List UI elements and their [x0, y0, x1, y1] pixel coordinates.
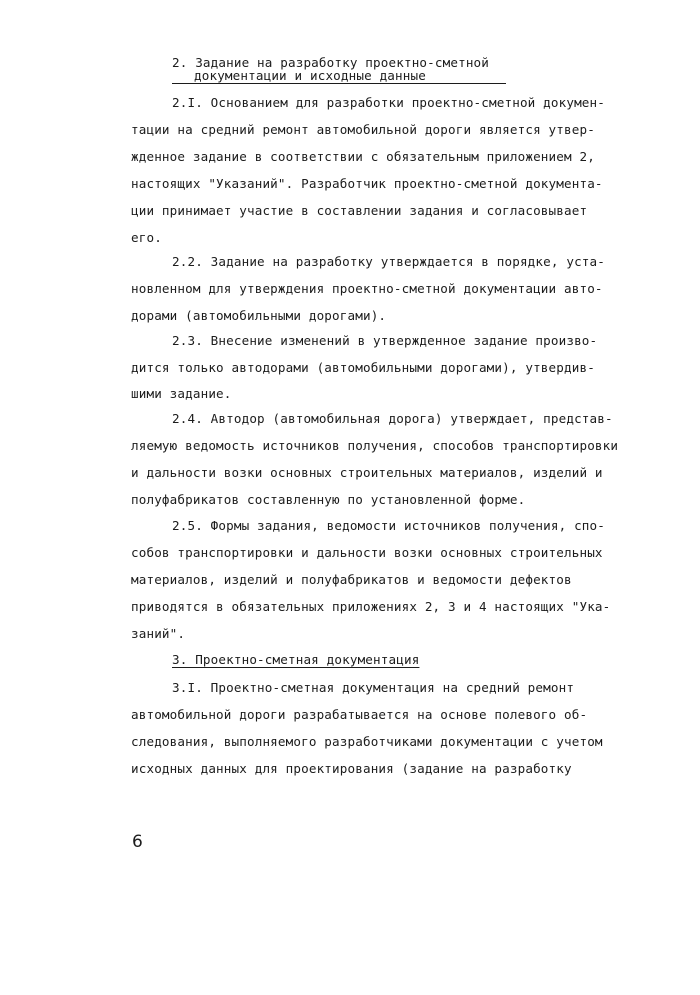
- section-2-title-underline: [172, 83, 506, 84]
- paragraph-3-1-line: следования, выполняемого разработчиками документации с учетом: [131, 734, 603, 749]
- paragraph-2-1-line: его.: [131, 230, 162, 245]
- paragraph-3-1-line: автомобильной дороги разрабатывается на основе полевого об-: [131, 707, 588, 722]
- paragraph-2-4-line: полуфабрикатов составленную по установленной форме.: [131, 492, 526, 507]
- paragraph-2-3-line: дится только автодорами (автомобильными дорогами), утвердив-: [131, 360, 595, 375]
- page-number: 6: [132, 832, 143, 852]
- paragraph-2-4-line: и дальности возки основных строительных материалов, изделий и: [131, 465, 603, 480]
- section-2-title-line-1: 2. Задание на разработку проектно-сметной: [172, 55, 490, 70]
- paragraph-2-5-line: собов транспортировки и дальности возки основных строительных: [131, 545, 603, 560]
- paragraph-2-3-line: 2.3. Внесение изменений в утвержденное задание произво-: [172, 333, 598, 348]
- paragraph-2-2-line: дорами (автомобильными дорогами).: [131, 308, 387, 323]
- paragraph-2-4-line: 2.4. Автодор (автомобильная дорога) утверждает, представ-: [172, 411, 613, 426]
- paragraph-2-2-line: новленном для утверждения проектно-сметной документации авто-: [131, 281, 603, 296]
- paragraph-2-4-line: ляемую ведомость источников получения, способов транспортировки: [131, 438, 619, 453]
- paragraph-2-2-line: 2.2. Задание на разработку утверждается в порядке, уста-: [172, 254, 605, 269]
- paragraph-2-5-line: заний".: [131, 626, 186, 641]
- section-2-title-line-2: документации и исходные данные: [194, 68, 426, 83]
- paragraph-2-5-line: 2.5. Формы задания, ведомости источников получения, спо-: [172, 518, 605, 533]
- paragraph-2-1-line: 2.I. Основанием для разработки проектно-сметной докумен-: [172, 95, 605, 110]
- paragraph-2-5-line: приводятся в обязательных приложениях 2, 3 и 4 настоящих "Ука-: [131, 599, 611, 614]
- paragraph-2-1-line: жденное задание в соответствии с обязательным приложением 2,: [131, 149, 595, 164]
- paragraph-2-3-line: шими задание.: [131, 386, 232, 401]
- paragraph-2-5-line: материалов, изделий и полуфабрикатов и ведомости дефектов: [131, 572, 572, 587]
- paragraph-3-1-line: исходных данных для проектирования (задание на разработку: [131, 761, 572, 776]
- paragraph-2-1-line: настоящих "Указаний". Разработчик проектно-сметной документа-: [131, 176, 603, 191]
- paragraph-3-1-line: 3.I. Проектно-сметная документация на средний ремонт: [172, 680, 575, 695]
- paragraph-2-1-line: тации на средний ремонт автомобильной дороги является утвер-: [131, 122, 595, 137]
- paragraph-2-1-line: ции принимает участие в составлении задания и согласовывает: [131, 203, 588, 218]
- section-3-title: 3. Проектно-сметная документация: [172, 652, 420, 667]
